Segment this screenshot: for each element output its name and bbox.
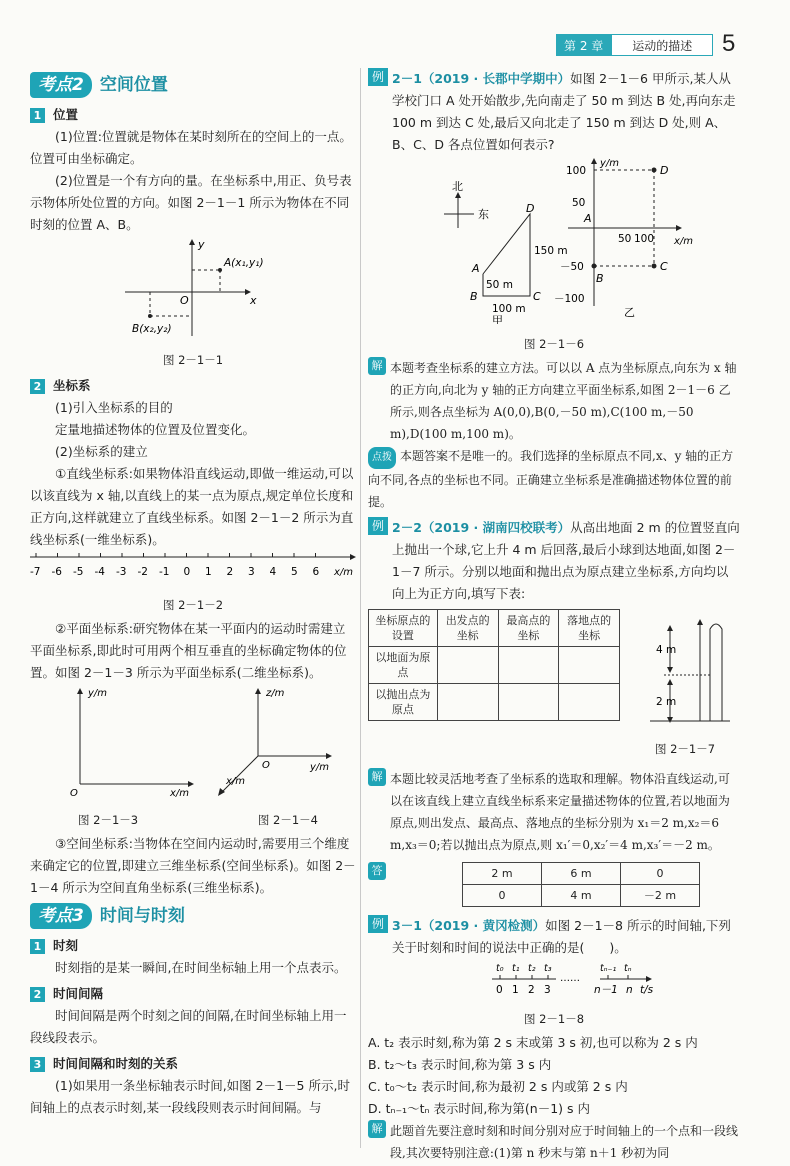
subheading-interval — [30, 983, 356, 1005]
page-number: 5 — [722, 30, 736, 57]
paragraph: ②平面坐标系:研究物体在某一平面内的运动时需建立平面坐标系,即此时可用两个相互垂直的坐标确定物体的位置。如图 2－1－3 所示为平面坐标系(二维坐标系)。 — [30, 621, 347, 680]
subheading-label: 时刻 — [53, 938, 79, 953]
point-b — [592, 264, 597, 269]
table-cell: 6 m — [542, 863, 621, 885]
option-c: C. t₀～t₂ 表示时间,称为最初 2 s 内或第 2 s 内 — [368, 1079, 628, 1094]
table-cell — [559, 684, 620, 721]
figure-2-1-7-wrap — [630, 609, 740, 762]
table-header-row — [369, 610, 620, 647]
section-title: 时间与时刻 — [99, 906, 185, 926]
figure-2-1-7 — [630, 609, 740, 729]
right-column — [368, 68, 740, 1164]
origin-label: O — [180, 294, 189, 307]
point-a-label: A(x₁,y₁) — [224, 257, 264, 269]
number-line-tick-label: -6 — [51, 566, 62, 578]
north-label: 北 — [452, 180, 463, 193]
tick-3: 3 — [544, 984, 551, 996]
table-cell: 0 — [621, 863, 700, 885]
number-line-tick-label: -1 — [159, 566, 170, 578]
section-heading-k3 — [30, 903, 356, 929]
east-label: 东 — [478, 208, 489, 221]
solution-text: 本题考查坐标系的建立方法。可以以 A 点为坐标原点,向东为 x 轴的正方向,向北为 y 轴的正方向建立平面坐标系,如图 2－1－6 乙所示,则各点坐标为 A(0,0),B(0,－50 m),C(100 m,－50 m),D(100 m,100 m)。 — [390, 361, 737, 441]
fig213-origin: O — [70, 788, 78, 799]
point-d — [652, 168, 657, 173]
y-tick-50: 50 — [572, 197, 586, 209]
point-b-label: B(x₂,y₂) — [132, 323, 172, 335]
number-line-tick-label: 3 — [248, 566, 255, 578]
subheading-label: 坐标系 — [53, 378, 91, 393]
number-line-tick-label: -7 — [30, 566, 41, 578]
point-d-label: D — [526, 202, 535, 215]
paragraph: (2)坐标系的建立 — [55, 444, 148, 459]
point-a — [218, 268, 222, 272]
figure-caption: 图 2－1－2 — [162, 598, 224, 612]
point-b — [148, 314, 152, 318]
example-3-1 — [368, 915, 740, 959]
number-line-tick-label: 6 — [312, 566, 320, 578]
paragraph: 时间间隔是两个时刻之间的间隔,在时间坐标轴上用一段线段表示。 — [30, 1008, 347, 1045]
time-unit: t/s — [640, 984, 654, 996]
example-source: 3－1（2019 · 黄冈检测） — [392, 918, 546, 933]
table-cell — [559, 647, 620, 684]
ab-distance: 50 m — [486, 279, 513, 291]
solution-label: 解 — [368, 1120, 386, 1138]
figure-yi-label: 乙 — [624, 306, 635, 319]
table-row — [463, 885, 700, 907]
option-a: A. t₂ 表示时刻,称为第 2 s 末或第 3 s 初,也可以称为 2 s 内 — [368, 1035, 698, 1050]
fig214-z-label: z/m — [266, 688, 285, 699]
chapter-label: 第 2 章 — [556, 34, 611, 56]
table-cell: －2 m — [621, 885, 700, 907]
answer-table — [462, 862, 700, 907]
example-label: 例 — [368, 517, 388, 535]
tn-label: tₙ — [624, 963, 632, 974]
table-header: 坐标原点的设置 — [369, 610, 438, 647]
option-b: B. t₂～t₃ 表示时间,称为第 3 s 内 — [368, 1057, 552, 1072]
figure-jia-label: 甲 — [492, 314, 503, 324]
x-axis-label: x — [250, 294, 257, 307]
example-text: 如图 2－1－6 甲所示,某人从学校门口 A 处开始散步,先向南走了 50 m 到达 B 处,再向东走 100 m 到达 C 处,最后又向北走了 150 m 到达 D 处,则 A、B、C、D 各点位置如何表示? — [392, 71, 736, 152]
fig214-y-label: y/m — [310, 762, 330, 773]
tip-text: 本题答案不是唯一的。我们选择的坐标原点不同,x、y 轴的正方向不同,各点的坐标也不同。正确建立坐标系是准确描述物体位置的前提。 — [368, 449, 734, 509]
tick-1: 1 — [512, 984, 519, 996]
point-d-label: D — [660, 164, 669, 177]
example-text: 从高出地面 2 m 的位置竖直向上抛出一个球,它上升 4 m 后回落,最后小球到达地面,如图 2－1－7 所示。分别以地面和抛出点为原点建立坐标系,方向均以向上为正方向,填写下表: — [392, 520, 740, 601]
paragraph: 时刻指的是某一瞬间,在时间坐标轴上用一个点表示。 — [55, 960, 347, 975]
tick-0: 0 — [496, 984, 503, 996]
example-2-1 — [368, 68, 740, 156]
point-c — [652, 264, 657, 269]
point-c-label: C — [533, 290, 541, 303]
paragraph: (1)如果用一条坐标轴表示时间,如图 2－1－5 所示,时间轴上的点表示时刻,某一段线段则表示时间间隔。与 — [30, 1078, 350, 1115]
answer-block — [368, 862, 740, 907]
point-a-label: A — [584, 212, 592, 225]
example-source: 2－1（2019 · 长郡中学期中） — [392, 71, 571, 86]
y-axis-label: y — [198, 238, 205, 251]
bc-distance: 100 m — [492, 303, 526, 315]
column-divider — [360, 68, 361, 1148]
table-figure-row — [368, 609, 740, 762]
table-cell: 4 m — [542, 885, 621, 907]
subheading-label: 时间间隔 — [53, 986, 104, 1001]
kaodian-badge: 考点2 — [30, 72, 92, 98]
number-badge: 2 — [30, 987, 45, 1002]
tn1-label: tₙ₋₁ — [600, 963, 617, 974]
subheading-relation — [30, 1053, 356, 1075]
answer-label: 答 — [368, 862, 386, 880]
table-row — [463, 863, 700, 885]
solution-label: 解 — [368, 768, 386, 786]
paragraph: (1)位置:位置就是物体在某时刻所在的空间上的一点。位置可由坐标确定。 — [30, 129, 352, 166]
number-line-tick-label: 1 — [205, 566, 212, 578]
table-header: 落地点的坐标 — [559, 610, 620, 647]
figure-caption-row — [30, 807, 356, 833]
table-cell — [498, 684, 559, 721]
figure-2-1-1 — [30, 236, 356, 340]
table-cell — [498, 647, 559, 684]
figure-caption: 图 2－1－7 — [654, 742, 716, 756]
example-label: 例 — [368, 68, 388, 86]
table-cell: 以抛出点为原点 — [369, 684, 438, 721]
figure-caption: 图 2－1－4 — [257, 813, 318, 827]
figure-2-1-8 — [368, 959, 740, 999]
figure-2-1-6 — [368, 156, 740, 324]
tip-label: 点拨 — [368, 447, 396, 469]
number-badge: 2 — [30, 379, 45, 394]
number-line-tick-label: -4 — [94, 566, 105, 578]
number-badge: 3 — [30, 1057, 45, 1072]
table-cell: 2 m — [463, 863, 542, 885]
figure-caption: 图 2－1－1 — [162, 353, 224, 367]
x-axis-label: x/m — [674, 236, 694, 247]
paragraph: 定量地描述物体的位置及位置变化。 — [55, 422, 256, 437]
figure-caption: 图 2－1－3 — [78, 813, 139, 827]
tick-2: 2 — [528, 984, 535, 996]
example-source: 2－2（2019 · 湖南四校联考） — [392, 520, 571, 535]
point-b-label: B — [596, 272, 604, 285]
figure-2-1-2 — [30, 551, 356, 585]
table-header: 最高点的坐标 — [498, 610, 559, 647]
solution-2-2 — [368, 768, 740, 856]
paragraph: (2)位置是一个有方向的量。在坐标系中,用正、负号表示物体所处位置的方向。如图 2－1－1 所示为物体在不同时刻的位置 A、B。 — [30, 173, 352, 232]
solution-text: 本题比较灵活地考查了坐标系的选取和理解。物体沿直线运动,可以在该直线上建立直线坐标系来定量描述物体的位置,若以地面为原点,则出发点、最高点、落地点的坐标分别为 x₁＝2 m,x₂＝6 m,x₃＝0;若以抛出点为原点,则 x₁′＝0,x₂′＝4 m,x₃′＝－2 m。 — [390, 772, 730, 852]
figure-caption: 图 2－1－8 — [523, 1012, 585, 1026]
number-line-tick-label: -5 — [73, 566, 84, 578]
tip-paragraph — [368, 445, 740, 513]
example-label: 例 — [368, 915, 388, 933]
paragraph: ③空间坐标系:当物体在空间内运动时,需要用三个维度来确定它的位置,即建立三维坐标系(空间坐标系)。如图 2－1－4 所示为空间直角坐标系(三维坐标系)。 — [30, 836, 356, 895]
option-d: D. tₙ₋₁～tₙ 表示时间,称为第(n－1) s 内 — [368, 1101, 590, 1116]
subheading-position — [30, 104, 356, 126]
example-text: 如图 2－1－8 所示的时间轴,下列关于时刻和时间的说法中正确的是( )。 — [392, 918, 731, 955]
coordinate-table — [368, 609, 620, 721]
fig213-x-label: x/m — [170, 788, 190, 799]
cd-distance: 150 m — [534, 245, 568, 257]
subheading-label: 时间间隔和时刻的关系 — [53, 1056, 179, 1071]
number-line-tick-label: -3 — [116, 566, 127, 578]
y-tick-100: 100 — [566, 165, 587, 177]
t2-label: t₂ — [528, 963, 536, 974]
paragraph: (1)引入坐标系的目的 — [55, 400, 173, 415]
x-tick-100: 100 — [634, 233, 655, 245]
number-line-tick-label: 0 — [183, 566, 191, 578]
number-line-tick-label: -2 — [137, 566, 148, 578]
point-c-label: C — [660, 260, 668, 273]
x-tick-50: 50 — [618, 233, 632, 245]
ellipsis: …… — [560, 973, 580, 984]
fig214-x-label: x/m — [226, 776, 246, 787]
subheading-label: 位置 — [53, 107, 79, 122]
t1-label: t₁ — [512, 963, 520, 974]
example-2-2 — [368, 517, 740, 605]
t0-label: t₀ — [496, 963, 504, 974]
subheading-coordinate-system — [30, 375, 356, 397]
number-badge: 1 — [30, 939, 45, 954]
solution-2-1 — [368, 357, 740, 445]
solution-label: 解 — [368, 357, 386, 375]
figures-2-1-3-and-2-1-4 — [30, 684, 356, 800]
number-line-tick-label: 4 — [269, 566, 277, 578]
y-tick-neg50: －50 — [560, 261, 584, 273]
chapter-title: 运动的描述 — [611, 34, 713, 56]
number-line-unit: x/m — [334, 567, 354, 578]
table-cell — [437, 684, 498, 721]
number-line-tick-label: 2 — [226, 566, 234, 578]
height-2m-label: 2 m — [656, 696, 677, 708]
y-axis-label: y/m — [600, 158, 620, 169]
fig213-y-label: y/m — [88, 688, 108, 699]
height-4m-label: 4 m — [656, 644, 677, 656]
table-cell — [437, 647, 498, 684]
table-cell: 以地面为原点 — [369, 647, 438, 684]
solution-text: 此题首先要注意时刻和时间分别对应于时间轴上的一个点和一段线段,其次要特别注意:(1)第 n 秒末与第 n＋1 秒初为同 — [390, 1124, 739, 1160]
table-row — [369, 647, 620, 684]
number-line-tick-label: 5 — [291, 566, 298, 578]
left-column — [30, 68, 356, 1119]
subheading-moment — [30, 935, 356, 957]
table-cell: 0 — [463, 885, 542, 907]
figure-caption: 图 2－1－6 — [523, 337, 585, 351]
fig214-origin: O — [262, 760, 270, 771]
kaodian-badge: 考点3 — [30, 903, 92, 929]
solution-3-1 — [368, 1120, 740, 1164]
tick-n: n — [626, 984, 633, 996]
y-tick-neg100: －100 — [554, 293, 585, 305]
tick-n-minus-1: n－1 — [594, 984, 618, 996]
section-title: 空间位置 — [99, 75, 168, 95]
paragraph: ①直线坐标系:如果物体沿直线运动,即做一维运动,可以以该直线为 x 轴,以直线上的某一点为原点,规定单位长度和正方向,这样就建立了直线坐标系。如图 2－1－2 所示为直线坐标系(一维坐标系)。 — [30, 466, 354, 547]
t3-label: t₃ — [544, 963, 552, 974]
chapter-header — [556, 34, 713, 56]
number-badge: 1 — [30, 108, 45, 123]
table-header: 出发点的坐标 — [437, 610, 498, 647]
point-b-label: B — [470, 290, 478, 303]
table-row — [369, 684, 620, 721]
point-a-label: A — [472, 262, 480, 275]
section-heading-k2 — [30, 72, 356, 98]
